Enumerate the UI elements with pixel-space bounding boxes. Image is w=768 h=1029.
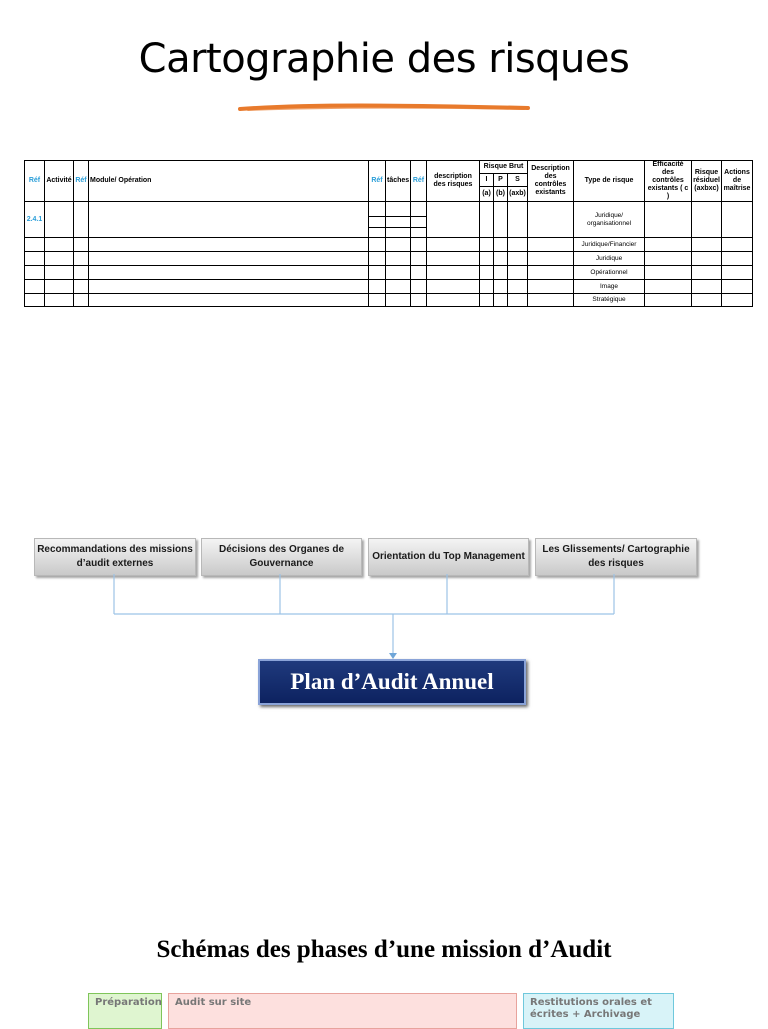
- flow-connectors: [0, 574, 768, 664]
- header-activite: Activité: [45, 161, 74, 202]
- risk-type-cell: Juridique: [574, 252, 645, 266]
- header-b: (b): [494, 186, 508, 201]
- table-row: [25, 202, 753, 238]
- risk-type-cell: Juridique/ organisationnel: [574, 202, 645, 238]
- risk-type-cell: Image: [574, 280, 645, 294]
- source-box-audit-externe: Recommandations des missions d’audit externes: [34, 538, 196, 576]
- header-a: (a): [480, 186, 494, 201]
- phase-restitutions: Restitutions orales et écrites + Archivage: [523, 993, 674, 1029]
- header-actions: Actions de maîtrise: [722, 161, 753, 202]
- table-row: [25, 280, 753, 294]
- header-type-risque: Type de risque: [574, 161, 645, 202]
- header-ref: Réf: [25, 161, 45, 202]
- phase-audit-sur-site: Audit sur site: [168, 993, 517, 1029]
- source-box-cartographie: Les Glissements/ Cartographie des risques: [535, 538, 697, 576]
- header-s: S: [508, 173, 528, 186]
- header-p: P: [494, 173, 508, 186]
- table-row: [25, 252, 753, 266]
- header-risque-brut: Risque Brut: [480, 161, 528, 174]
- header-risque-residuel: Risque résiduel (axbxc): [692, 161, 722, 202]
- header-i: I: [480, 173, 494, 186]
- header-module: Module/ Opération: [89, 161, 369, 202]
- phase-preparation: Préparation: [88, 993, 162, 1029]
- risk-type-cell: Juridique/Financier: [574, 238, 645, 252]
- table-row: [25, 266, 753, 280]
- plan-audit-annuel-box: Plan d’Audit Annuel: [258, 659, 526, 705]
- source-box-gouvernance: Décisions des Organes de Gouvernance: [201, 538, 362, 576]
- source-box-top-management: Orientation du Top Management: [368, 538, 529, 576]
- header-ref: Réf: [369, 161, 386, 202]
- header-description-risques: description des risques: [427, 161, 480, 202]
- header-efficacite: Efficacité des contrôles existants ( c ): [645, 161, 692, 202]
- header-taches: tâches: [386, 161, 411, 202]
- risk-type-cell: Stratégique: [574, 294, 645, 307]
- risk-map-table: [24, 160, 753, 307]
- risk-type-cell: Opérationnel: [574, 266, 645, 280]
- header-ref: Réf: [411, 161, 427, 202]
- header-axb: (axb): [508, 186, 528, 201]
- title-underline: [238, 101, 530, 115]
- schema-title: Schémas des phases d’une mission d’Audit: [156, 936, 612, 963]
- ref-value: 2.4.1: [25, 202, 45, 238]
- table-row: [25, 238, 753, 252]
- header-description-controles: Description des contrôles existants: [528, 161, 574, 202]
- page-title: Cartographie des risques: [138, 36, 630, 82]
- table-row: [25, 294, 753, 307]
- header-ref: Réf: [74, 161, 89, 202]
